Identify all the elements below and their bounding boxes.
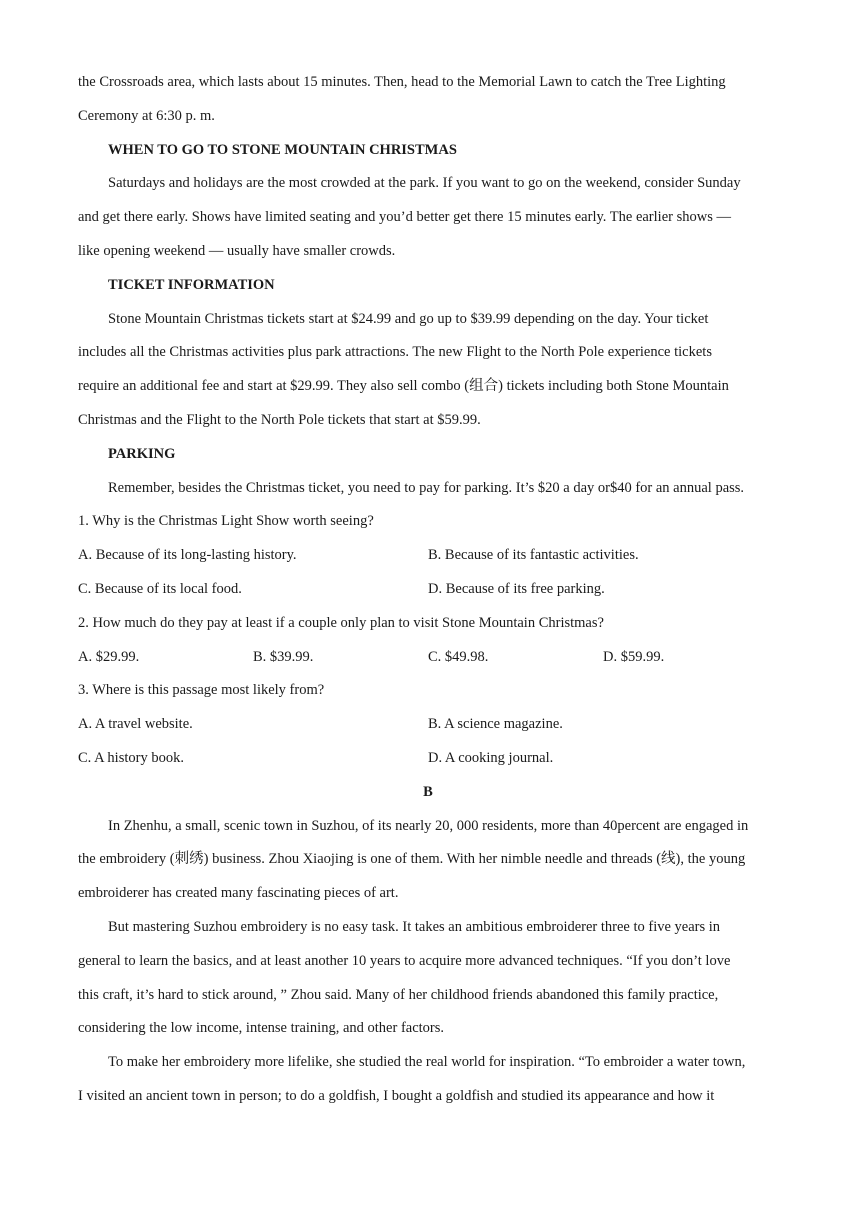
section-heading-when: WHEN TO GO TO STONE MOUNTAIN CHRISTMAS xyxy=(108,141,457,158)
section-heading-parking: PARKING xyxy=(108,445,176,462)
text-line: Stone Mountain Christmas tickets start at $24.99 and go up to $39.99 depending on the day. Your ticket xyxy=(108,310,709,327)
question-2-option-c: C. $49.98. xyxy=(428,648,489,665)
question-2-option-d: D. $59.99. xyxy=(603,648,665,665)
question-3-option-b: B. A science magazine. xyxy=(428,716,563,733)
text-line: Saturdays and holidays are the most crowded at the park. If you want to go on the weekend, consider Sunday xyxy=(108,175,741,192)
question-3-options-row xyxy=(78,708,778,742)
question-2-options-row xyxy=(78,641,778,675)
text-line: I visited an ancient town in person; to do a goldfish, I bought a goldfish and studied its appearance and how it xyxy=(78,1087,715,1104)
question-1-options-row xyxy=(78,539,778,573)
text-line: the embroidery (刺绣) business. Zhou Xiaojing is one of them. With her nimble needle and threads (线), the young xyxy=(78,851,746,868)
question-3-options-row xyxy=(78,742,778,776)
question-2-stem: 2. How much do they pay at least if a couple only plan to visit Stone Mountain Christmas? xyxy=(78,614,604,631)
question-3-option-d: D. A cooking journal. xyxy=(428,749,554,766)
question-1-option-c: C. Because of its local food. xyxy=(78,580,242,597)
text-line: embroiderer has created many fascinating pieces of art. xyxy=(78,885,399,902)
question-1-options-row xyxy=(78,573,778,607)
text-line: But mastering Suzhou embroidery is no easy task. It takes an ambitious embroiderer three to five years in xyxy=(108,918,721,935)
document-page xyxy=(78,66,778,1114)
text-line: require an additional fee and start at $29.99. They also sell combo (组合) tickets including both Stone Mountain xyxy=(78,378,729,395)
text-line: includes all the Christmas activities plus park attractions. The new Flight to the North Pole experience tickets xyxy=(78,344,712,361)
text-line: the Crossroads area, which lasts about 15 minutes. Then, head to the Memorial Lawn to catch the Tree Lighting xyxy=(78,74,726,90)
question-1-option-b: B. Because of its fantastic activities. xyxy=(428,547,639,564)
text-line: general to learn the basics, and at least another 10 years to acquire more advanced techniques. “If you don’t love xyxy=(78,952,731,969)
text-line: In Zhenhu, a small, scenic town in Suzhou, of its nearly 20, 000 residents, more than 40percent are engaged in xyxy=(108,817,749,834)
text-line: Christmas and the Flight to the North Pole tickets that start at $59.99. xyxy=(78,411,481,428)
section-label-b: B xyxy=(423,783,433,800)
text-line: considering the low income, intense training, and other factors. xyxy=(78,1020,445,1037)
text-line: Ceremony at 6:30 p. m. xyxy=(78,107,215,124)
question-2-option-b: B. $39.99. xyxy=(253,648,314,665)
question-3-option-c: C. A history book. xyxy=(78,749,184,766)
question-3-stem: 3. Where is this passage most likely from? xyxy=(78,682,325,699)
question-2-option-a: A. $29.99. xyxy=(78,648,140,665)
question-1-option-a: A. Because of its long-lasting history. xyxy=(78,547,297,564)
text-line: and get there early. Shows have limited seating and you’d better get there 15 minutes early. The earlier shows — xyxy=(78,209,731,226)
text-line: To make her embroidery more lifelike, she studied the real world for inspiration. “To embroider a water town, xyxy=(108,1054,746,1071)
text-line: Remember, besides the Christmas ticket, you need to pay for parking. It’s $20 a day or$40 for an annual pass. xyxy=(108,479,745,496)
question-1-option-d: D. Because of its free parking. xyxy=(428,580,605,597)
question-1-stem: 1. Why is the Christmas Light Show worth seeing? xyxy=(78,513,374,530)
section-heading-ticket: TICKET INFORMATION xyxy=(108,276,275,293)
text-line: like opening weekend — usually have smaller crowds. xyxy=(78,242,396,259)
text-line: this craft, it’s hard to stick around, ” Zhou said. Many of her childhood friends abandoned this family practice, xyxy=(78,986,719,1003)
question-3-option-a: A. A travel website. xyxy=(78,716,193,733)
